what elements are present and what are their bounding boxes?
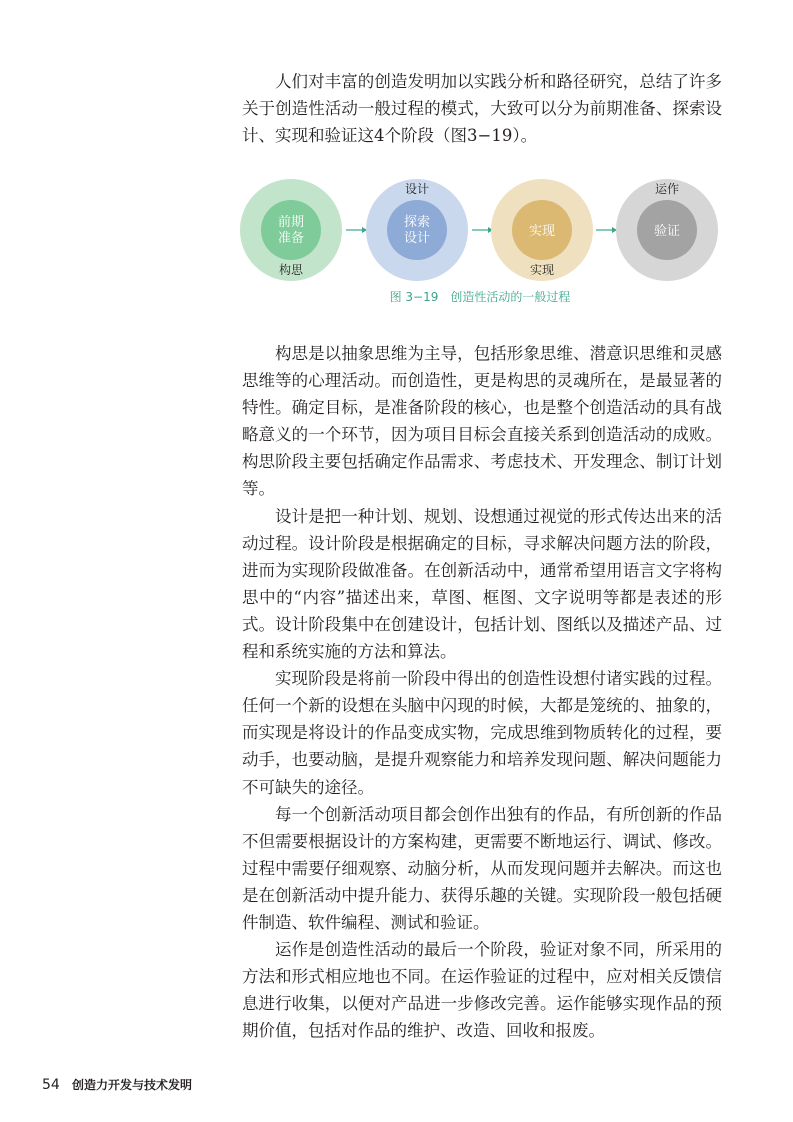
stage4-label: 验证 [653,224,681,239]
stage-verification [616,179,718,281]
page-footer [42,1076,192,1093]
arrow-3 [596,227,617,233]
page-number: 54 [42,1077,60,1093]
stage1-label-line1: 前期 [277,215,305,230]
paragraph-conception: 构思是以抽象思维为主导，包括形象思维、潜意识思维和灵感思维等的心理活动。而创造性，更是构思的灵魂所在，是最显著的特性。确定目标，是准备阶段的核心，也是整个创造活动的具有战略意义的一个环节，因为项目目标会直接关系到创造活动的成败。构思阶段主要包括确定作品需求、考虑技术、开发理念、制订计划等。 [242,344,722,499]
arrow-2 [472,227,493,233]
stage-implementation [491,179,593,281]
stage3-label: 实现 [528,224,556,239]
paragraph-operation: 运作是创造性活动的最后一个阶段，验证对象不同，所采用的方法和形式相应地也不同。在运作验证的过程中，应对相关反馈信息进行收集，以便对产品进一步修改完善。运作能够实现作品的预期价值，包括对作品的维护、改造、回收和报废。 [242,940,722,1041]
stage3-bottom-label: 实现 [529,263,555,277]
stage1-bottom-label: 构思 [278,263,304,277]
stage2-label-line1: 探索 [403,215,431,230]
process-figure [235,172,725,312]
arrow-1 [346,227,367,233]
stage4-top-label: 运作 [654,182,680,196]
figure-caption: 图 3−19 创造性活动的一般过程 [389,290,571,304]
stage1-label-line2: 准备 [277,231,305,246]
body-text [242,340,722,1044]
book-title: 创造力开发与技术发明 [71,1078,192,1092]
stage-conception [240,179,342,281]
stage1-inner-circle [261,200,321,260]
stage-design [366,179,468,281]
stage2-label-line2: 设计 [403,231,431,246]
paragraph-implementation: 实现阶段是将前一阶段中得出的创造性设想付诸实践的过程。任何一个新的设想在头脑中闪现的时候，大都是笼统的、抽象的，而实现是将设计的作品变成实物，完成思维到物质转化的过程，要动手，也要动脑，是提升观察能力和培养发现问题、解决问题能力不可缺失的途径。 [242,669,722,797]
paragraph-works: 每一个创新活动项目都会创作出独有的作品，有所创新的作品不但需要根据设计的方案构建，更需要不断地运行、调试、修改。过程中需要仔细观察、动脑分析，从而发现问题并去解决。而这也是在创新活动中提升能力、获得乐趣的关键。实现阶段一般包括硬件制造、软件编程、测试和验证。 [242,804,722,932]
intro-paragraph: 人们对丰富的创造发明加以实践分析和路径研究，总结了许多关于创造性活动一般过程的模式，大致可以分为前期准备、探索设计、实现和验证这4个阶段（图3−19）。 [242,72,722,145]
stage2-inner-circle [387,200,447,260]
stage2-top-label: 设计 [404,182,430,196]
process-diagram [235,172,725,282]
paragraph-design: 设计是把一种计划、规划、设想通过视觉的形式传达出来的活动过程。设计阶段是根据确定的目标，寻求解决问题方法的阶段，进而为实现阶段做准备。在创新活动中，通常希望用语言文字将构思中的“内容”描述出来，草图、框图、文字说明等都是表述的形式。设计阶段集中在创建设计，包括计划、图纸以及描述产品、过程和系统实施的方法和算法。 [242,506,722,662]
